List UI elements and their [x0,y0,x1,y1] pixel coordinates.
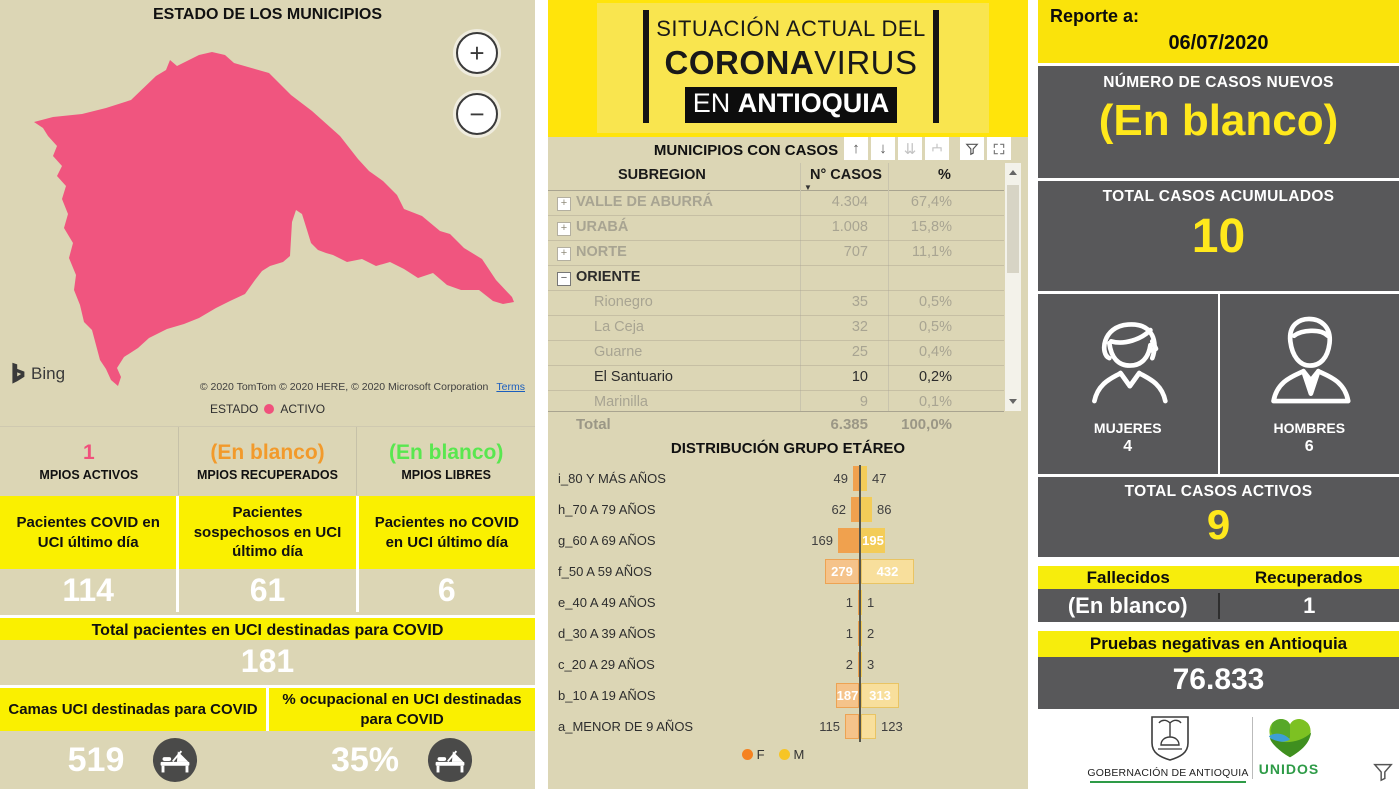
chart-row[interactable]: g_60 A 69 AÑOS 169 195 [548,525,1028,556]
chart-row[interactable]: h_70 A 79 AÑOS 62 86 [548,494,1028,525]
bar-f[interactable] [838,528,859,553]
woman-icon [1072,304,1184,416]
legend-f[interactable]: F [742,747,765,762]
uci-covid-value: 114 [0,569,176,612]
center-panel [548,0,1028,789]
collapse-minus-icon[interactable]: − [557,272,571,286]
footer-logos [1038,709,1399,789]
bar-m[interactable] [861,466,867,491]
card-mpios-libres [356,427,535,495]
ocupacional-uci-header: % ocupacional en UCI destinadas para COVID [269,688,535,731]
bar-m[interactable] [861,590,862,615]
expand-next-level-icon[interactable]: ⇊ [898,137,922,160]
camas-uci-cell [0,731,266,789]
card-mpios-activos [0,427,178,495]
report-label: Reporte a: [1050,6,1140,26]
recuperados-label: Recuperados [1254,567,1363,587]
gobernacion-underline [1090,781,1246,783]
camas-values [0,731,535,789]
new-cases-label: NÚMERO DE CASOS NUEVOS [1103,74,1334,91]
new-cases-box [1038,66,1399,178]
hospital-bed-icon [152,737,198,783]
mpios-recuperados-label: MPIOS RECUPERADOS [197,467,338,482]
unidos-label: UNIDOS [1258,761,1320,777]
chart-row[interactable]: b_10 A 19 AÑOS 187 313 [548,680,1028,711]
uci-no-covid-value: 6 [359,569,535,612]
table-row-guarne[interactable]: Guarne 25 0,4% [548,341,1004,366]
active-cases-box [1038,477,1399,557]
table-row-marinilla[interactable]: Marinilla 9 0,1% [548,391,1004,411]
mpios-libres-value: (En blanco) [389,440,504,464]
banner-line2: CORONAVIRUS [664,44,918,81]
mujeres-box [1038,294,1218,474]
logo-divider [1252,717,1253,779]
chart-legend [548,747,998,762]
total-uci-label: Total pacientes en UCI destinadas para COVID [0,615,535,643]
drill-down-icon[interactable]: ↓ [871,137,895,160]
legend-m[interactable]: M [779,747,805,762]
card-mpios-recuperados [178,427,357,495]
new-cases-value: (En blanco) [1098,96,1339,145]
value-f: 279 [831,564,853,579]
table-row-rionegro[interactable]: Rionegro 35 0,5% [548,291,1004,316]
table-total-row: Total 6.385 100,0% [548,411,1004,437]
legend-title: ESTADO [209,402,259,416]
filter-funnel-icon[interactable] [1372,761,1394,783]
value-f: 49 [833,471,848,486]
municipios-map-panel [0,0,535,789]
expand-plus-icon[interactable]: + [557,222,571,236]
value-m: 313 [869,688,891,703]
bar-f[interactable] [845,714,859,739]
value-m: 3 [867,657,875,672]
mpios-recuperados-value: (En blanco) [210,440,325,464]
total-cases-label: TOTAL CASOS ACUMULADOS [1102,188,1335,205]
table-title: MUNICIPIOS CON CASOS [653,142,839,159]
terms-link[interactable]: Terms [496,381,525,393]
total-cases-value: 10 [1191,210,1246,263]
chart-row[interactable]: c_20 A 29 AÑOS 2 3 [548,649,1028,680]
table-header [548,163,1004,191]
mujeres-value: 4 [1123,438,1133,455]
chart-row[interactable]: i_80 Y MÁS AÑOS 49 47 [548,463,1028,494]
mujeres-label: MUJERES [1093,420,1162,436]
map-attribution: © 2020 TomTom © 2020 HERE, © 2020 Microsoft Corporation Terms [199,381,525,393]
value-m: 2 [867,626,875,641]
outcome-values [1038,589,1399,622]
gobernacion-crest-icon [1150,715,1190,763]
unidos-logo-icon [1262,715,1318,759]
value-f: 169 [811,533,833,548]
fallecidos-value: (En blanco) [1067,592,1188,618]
camas-headers [0,685,535,731]
value-f: 1 [845,595,853,610]
total-uci-value: 181 [0,640,535,682]
value-f: 115 [819,719,840,734]
antioquia-map[interactable] [0,20,535,392]
camas-uci-header: Camas UCI destinadas para COVID [0,688,266,731]
sort-desc-icon: ▼ [804,183,812,192]
banner-text [649,10,933,123]
banner-line3: EN ANTIOQUIA [685,87,898,123]
chart-row[interactable]: e_40 A 49 AÑOS 1 1 [548,587,1028,618]
recuperados-value: 1 [1218,593,1399,619]
municipio-status-cards [0,426,535,495]
summary-panel [1038,0,1399,789]
table-body [548,191,1004,411]
fallecidos-label: Fallecidos [1086,567,1170,587]
uci-no-covid-header: Pacientes no COVID en UCI último día [359,496,535,569]
mpios-libres-label: MPIOS LIBRES [401,467,491,482]
chart-row[interactable]: a_MENOR DE 9 AÑOS 115 123 [548,711,1028,742]
ocupacional-uci-value: 35% [330,740,400,779]
activo-dot-icon [264,404,274,414]
table-row-la-ceja[interactable]: La Ceja 32 0,5% [548,316,1004,341]
value-f: 1 [845,626,853,641]
uci-sospechosos-header: Pacientes sospechosos en UCI último día [179,496,355,569]
table-row-uraba[interactable]: + URABÁ 1.008 15,8% [548,216,1004,241]
hospital-bed-icon [427,737,473,783]
filter-icon[interactable] [960,137,984,160]
man-icon [1253,304,1365,416]
total-cases-box [1038,181,1399,291]
bar-f[interactable] [851,497,859,522]
value-f: 2 [845,657,853,672]
coronavirus-banner [548,0,1028,137]
col-subregion[interactable]: SUBREGION [618,167,706,183]
table-row-oriente[interactable]: − ORIENTE [548,266,1004,291]
bar-f[interactable] [858,621,859,646]
table-row-norte[interactable]: + NORTE 707 11,1% [548,241,1004,266]
gender-boxes [1038,294,1399,474]
value-m: 195 [862,533,884,548]
map-title: ESTADO DE LOS MUNICIPIOS [152,6,383,23]
drill-up-icon[interactable]: ↑ [844,137,868,160]
col-pct[interactable]: % [938,167,951,183]
uci-covid-header: Pacientes COVID en UCI último día [0,496,176,569]
bing-label: Bing [31,364,66,383]
camas-uci-value: 519 [67,740,125,779]
scroll-up-icon[interactable] [1009,170,1017,175]
scroll-down-icon[interactable] [1009,399,1017,404]
table-toolbar [844,137,1011,160]
uci-card-headers [0,496,535,569]
map-zoom-out-button[interactable]: − [456,93,498,135]
active-cases-value: 9 [1206,501,1231,548]
col-casos[interactable]: N° CASOS [810,167,882,183]
legend-item-activo: ACTIVO [280,402,326,416]
hombres-box [1220,294,1399,474]
age-chart-title: DISTRIBUCIÓN GRUPO ETÁREO [670,440,906,457]
gobernacion-label: GOBERNACIÓN DE ANTIOQUIA [1087,767,1249,779]
mpios-activos-value: 1 [82,440,95,464]
chart-row[interactable]: d_30 A 39 AÑOS 1 2 [548,618,1028,649]
table-row-el-santuario[interactable]: El Santuario 10 0,2% [548,366,1004,391]
active-cases-label: TOTAL CASOS ACTIVOS [1124,483,1313,500]
hombres-label: HOMBRES [1273,420,1346,436]
legend-f-dot-icon [742,749,753,760]
age-distribution-chart [548,463,1028,742]
focus-mode-icon[interactable] [987,137,1011,160]
expand-plus-icon[interactable]: + [557,247,571,261]
report-date: 06/07/2020 [1168,32,1269,54]
map-zoom-in-button[interactable]: + [456,32,498,74]
legend-m-dot-icon [779,749,790,760]
uci-card-values [0,569,535,612]
bar-m[interactable] [861,714,876,739]
value-m: 123 [881,719,903,734]
expand-all-icon[interactable] [925,137,949,160]
pruebas-negativas-label: Pruebas negativas en Antioquia [1038,631,1399,657]
map-legend [0,402,535,416]
chart-row[interactable]: f_50 A 59 AÑOS 279 432 [548,556,1028,587]
value-m: 86 [877,502,892,517]
bar-m[interactable] [861,621,862,646]
bar-m[interactable] [861,497,872,522]
ocupacional-uci-cell [269,731,535,789]
bar-f[interactable] [858,590,859,615]
table-scrollbar[interactable] [1005,163,1021,411]
table-row-valle-de-aburra[interactable]: + VALLE DE ABURRÁ 4.304 67,4% [548,191,1004,216]
value-f: 187 [836,688,859,703]
uci-sospechosos-value: 61 [179,569,355,612]
bar-f[interactable] [853,466,859,491]
value-m: 47 [872,471,887,486]
pruebas-negativas-value: 76.833 [1038,657,1399,709]
mpios-activos-label: MPIOS ACTIVOS [39,467,139,482]
banner-line1: SITUACIÓN ACTUAL DEL [656,16,926,41]
banner-right-bar [933,10,939,123]
bar-m[interactable] [861,652,862,677]
outcome-labels [1038,566,1399,589]
expand-plus-icon[interactable]: + [557,197,571,211]
hombres-value: 6 [1304,438,1314,455]
value-m: 1 [867,595,875,610]
value-f: 62 [831,502,846,517]
bar-f[interactable] [858,652,859,677]
value-m: 432 [876,564,899,579]
municipality-shape-activo [34,52,514,386]
report-date-box [1038,0,1399,63]
scrollbar-thumb[interactable] [1007,185,1019,273]
